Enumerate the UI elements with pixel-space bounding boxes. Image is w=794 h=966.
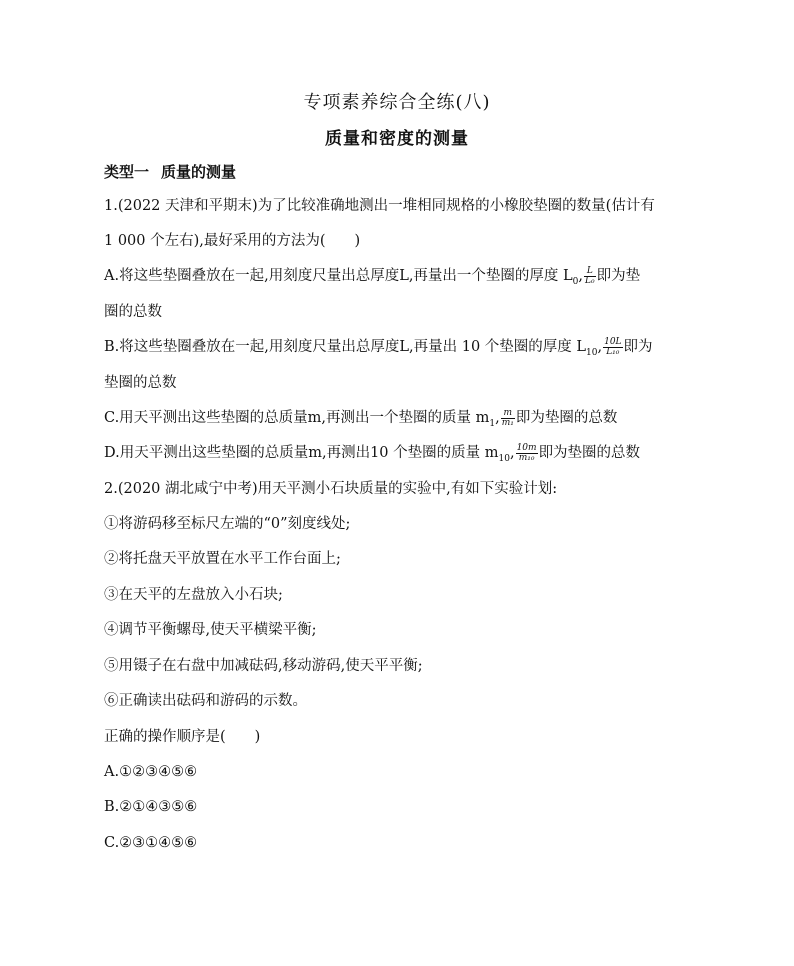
q1-b-frac-num: 10L <box>604 336 622 347</box>
q1-stem-line1: 1.(2022 天津和平期末)为了比较准确地测出一堆相同规格的小橡胶垫圈的数量(估计有 <box>104 198 655 214</box>
q1-option-a-line2: 圈的总数 <box>104 304 162 320</box>
q1-b-text: B.将这些垫圈叠放在一起,用刻度尺量出总厚度L,再量出 10 个垫圈的厚度 L <box>104 339 587 355</box>
q1-b-subscript: 10 <box>586 347 598 358</box>
q1-d-frac-num: 10m <box>516 442 537 453</box>
q1-c-frac-den: m₁ <box>501 417 514 428</box>
q1-a-text-post: 即为垫 <box>596 268 641 284</box>
q1-d-frac-den: m₁₀ <box>518 452 535 463</box>
q1-c-text-post: 即为垫圈的总数 <box>515 410 618 426</box>
q1-option-d: D.用天平测出这些垫圈的总质量m,再测出10 个垫圈的质量 $m_{10}$, $\frac{10m}{\text{m₁₀}}$ 即为垫圈的总数 <box>104 442 641 464</box>
q1-d-text: D.用天平测出这些垫圈的总质量m,再测出10 个垫圈的质量 m <box>104 445 499 461</box>
q1-option-b-line2: 垫圈的总数 <box>104 375 177 391</box>
q1-a-fraction <box>584 267 596 286</box>
q2-option-a: A.①②③④⑤⑥ <box>104 764 198 780</box>
q1-a-subscript: 0 <box>572 276 579 287</box>
q2-stem: 2.(2020 湖北咸宁中考)用天平测小石块质量的实验中,有如下实验计划: <box>104 481 558 497</box>
q1-c-subscript: 1 <box>489 418 496 429</box>
q1-option-b-line1: B.将这些垫圈叠放在一起,用刻度尺量出总厚度L,再量出 10 个垫圈的厚度 $L_{10}$, $\frac{10L}{\text{L₁₀}}$ 即为 <box>104 336 653 358</box>
q2-step-6: ⑥正确读出砝码和游码的示数。 <box>104 693 307 709</box>
q2-step-2: ②将托盘天平放置在水平工作台面上; <box>104 551 341 567</box>
q1-c-text: C.用天平测出这些垫圈的总质量m,再测出一个垫圈的质量 m <box>104 410 490 426</box>
q2-option-b: B.②①④③⑤⑥ <box>104 799 198 815</box>
q1-d-fraction <box>516 444 538 463</box>
q1-stem-line2: 1 000 个左右),最好采用的方法为( ) <box>104 233 361 249</box>
q1-option-a-line1: A.将这些垫圈叠放在一起,用刻度尺量出总厚度L,再量出一个垫圈的厚度 $L_0$, $\frac{L}{\text{L₀}}$ 即为垫 <box>104 265 641 287</box>
q1-b-frac-den: L₁₀ <box>606 346 620 357</box>
q1-b-fraction <box>603 338 622 357</box>
q1-a-frac-den: L₀ <box>585 275 595 286</box>
q2-step-3: ③在天平的左盘放入小石块; <box>104 587 283 603</box>
section-heading <box>104 161 236 182</box>
q1-c-frac-num: m <box>501 409 515 419</box>
q1-a-frac-num: L <box>584 267 596 277</box>
page-title: 专项素养综合全练(八) <box>303 92 491 113</box>
q1-d-text-post: 即为垫圈的总数 <box>538 445 641 461</box>
q2-question: 正确的操作顺序是( ) <box>104 729 261 745</box>
q1-d-subscript: 10 <box>498 453 510 464</box>
section-label: 类型一 <box>104 163 150 181</box>
q1-a-text: A.将这些垫圈叠放在一起,用刻度尺量出总厚度L,再量出一个垫圈的厚度 L <box>104 268 573 284</box>
q1-b-text-post: 即为 <box>623 339 653 355</box>
page-subtitle: 质量和密度的测量 <box>325 129 469 149</box>
q1-c-fraction <box>501 409 515 428</box>
q2-step-1: ①将游码移至标尺左端的“0”刻度线处; <box>104 516 351 532</box>
q2-option-c: C.②③①④⑤⑥ <box>104 835 198 851</box>
q2-step-5: ⑤用镊子在右盘中加减砝码,移动游码,使天平平衡; <box>104 658 423 674</box>
q1-option-c: C.用天平测出这些垫圈的总质量m,再测出一个垫圈的质量 $m_1$, $\frac{m}{\text{m₁}}$ 即为垫圈的总数 <box>104 407 618 429</box>
section-name: 质量的测量 <box>161 163 237 181</box>
q2-step-4: ④调节平衡螺母,使天平横梁平衡; <box>104 622 317 638</box>
